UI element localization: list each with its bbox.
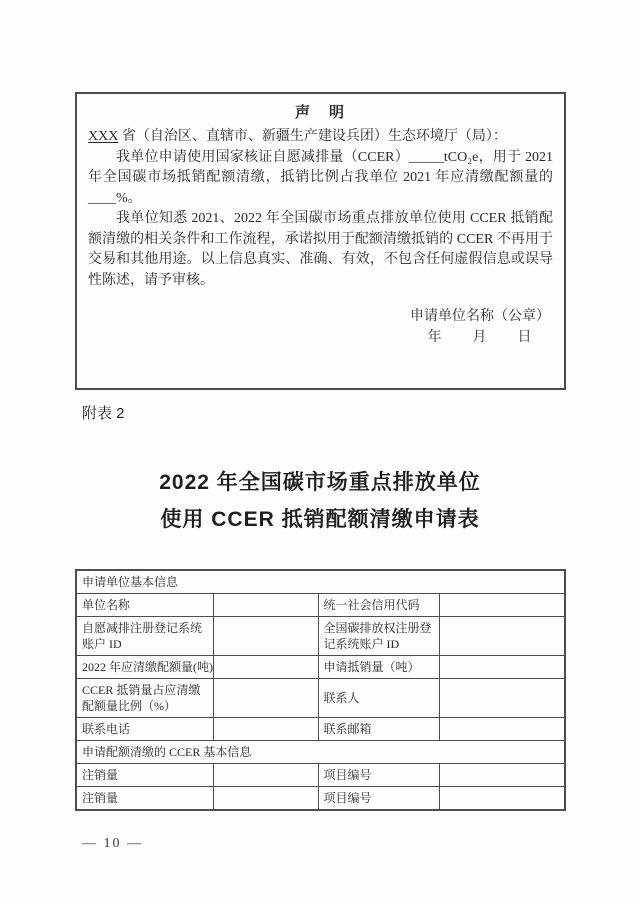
field-contact-email	[440, 718, 565, 741]
field-cancellation-amount-1	[214, 764, 318, 787]
section-header-unit-info: 申请单位基本信息	[76, 570, 565, 594]
label-cancellation-amount-2: 注销量	[76, 787, 214, 811]
table-row	[76, 679, 565, 718]
field-credit-code	[440, 594, 565, 617]
label-ccer-registry-account-id: 自愿减排注册登记系统账户 ID	[76, 617, 214, 656]
signature-org-line: 申请单位名称（公章）	[410, 309, 550, 324]
declaration-title: 声 明	[294, 105, 346, 121]
label-quota-2022: 2022 年应清缴配额量(吨)	[76, 656, 214, 679]
table-section-header-row	[76, 570, 565, 594]
field-cancellation-amount-2	[214, 787, 318, 811]
page-number: — 10 —	[82, 836, 143, 851]
label-offset-ratio: CCER 抵销量占应清缴配额量比例（%）	[76, 679, 214, 718]
label-contact-phone: 联系电话	[76, 718, 214, 741]
field-offset-ratio	[214, 679, 318, 718]
field-contact-person	[440, 679, 565, 718]
label-credit-code: 统一社会信用代码	[318, 594, 440, 617]
declaration-box	[75, 92, 566, 390]
field-unit-name	[214, 594, 318, 617]
table-row	[76, 617, 565, 656]
attachment-label: 附表 2	[82, 405, 125, 422]
section-header-ccer-info: 申请配额清缴的 CCER 基本信息	[76, 741, 565, 764]
form-title	[0, 464, 640, 538]
declaration-province-blank: XXX	[88, 129, 119, 144]
form-title-line-2: 使用 CCER 抵销配额清缴申请表	[160, 508, 480, 531]
signature-block	[410, 306, 550, 348]
field-contact-phone	[214, 718, 318, 741]
label-project-number-2: 项目编号	[318, 787, 440, 811]
field-project-number-1	[440, 764, 565, 787]
label-project-number-1: 项目编号	[318, 764, 440, 787]
signature-date-line: 年 月 日	[427, 330, 533, 345]
label-offset-amount: 申请抵销量（吨）	[318, 656, 440, 679]
field-quota-2022	[214, 656, 318, 679]
label-national-registry-account-id: 全国碳排放权注册登记系统账户 ID	[318, 617, 440, 656]
field-national-registry-account-id	[440, 617, 565, 656]
declaration-paragraph-2: 我单位知悉 2021、2022 年全国碳市场重点排放单位使用 CCER 抵销配额清缴的相关条件和工作流程，承诺拟用于配额清缴抵销的 CCER 不再用于交易和其他用途。以上信息真实、准确、有效，不包含任何虚假信息或误导性陈述，请予审核。	[88, 211, 553, 288]
application-form-table	[75, 569, 566, 811]
table-section-header-row	[76, 741, 565, 764]
table-row	[76, 764, 565, 787]
declaration-salutation	[88, 127, 553, 148]
label-contact-email: 联系邮箱	[318, 718, 440, 741]
table-row	[76, 656, 565, 679]
label-contact-person: 联系人	[318, 679, 440, 718]
declaration-salutation-text: 省（自治区、直辖市、新疆生产建设兵团）生态环境厅（局）：	[118, 129, 507, 144]
label-unit-name: 单位名称	[76, 594, 214, 617]
declaration-paragraph-1: 我单位申请使用国家核证自愿减排量（CCER）_____tCO₂e，用于 2021 年全国碳市场抵销配额清缴，抵销比例占我单位 2021 年应清缴配额量的____%。	[88, 149, 553, 206]
label-cancellation-amount-1: 注销量	[76, 764, 214, 787]
field-project-number-2	[440, 787, 565, 811]
table-row	[76, 594, 565, 617]
table-row	[76, 787, 565, 811]
form-title-line-1: 2022 年全国碳市场重点排放单位	[159, 471, 481, 494]
table-row	[76, 718, 565, 741]
field-offset-amount	[440, 656, 565, 679]
field-ccer-registry-account-id	[214, 617, 318, 656]
